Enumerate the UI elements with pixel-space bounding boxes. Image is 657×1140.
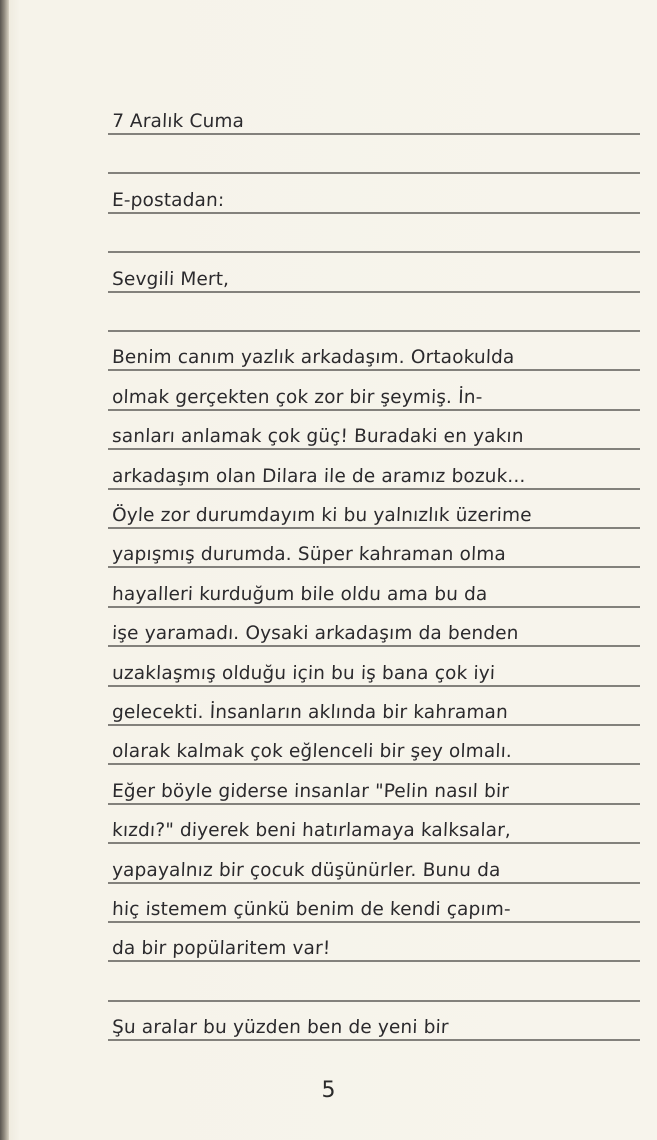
letter-line: uzaklaşmış olduğu için bu iş bana çok iyi <box>111 663 496 684</box>
letter-line: gelecekti. İnsanların aklında bir kahraman <box>111 702 509 723</box>
letter-line: yapışmış durumda. Süper kahraman olma <box>111 544 507 565</box>
letter-line: Eğer böyle giderse insanlar "Pelin nasıl bir <box>111 781 510 802</box>
letter-line: hiç istemem çünkü benim de kendi çapım- <box>111 899 512 920</box>
letter-line: olarak kalmak çok eğlenceli bir şey olmalı. <box>111 741 513 762</box>
letter-line: sanları anlamak çok güç! Buradaki en yakın <box>111 426 525 447</box>
letter-line: da bir popülaritem var! <box>111 938 331 959</box>
closing-line: Şu aralar bu yüzden ben de yeni bir <box>111 1017 450 1038</box>
letter-greeting: Sevgili Mert, <box>111 269 230 290</box>
letter-line: işe yaramadı. Oysaki arkadaşım da benden <box>111 623 519 644</box>
letter-line: yapayalnız bir çocuk düşünürler. Bunu da <box>111 860 501 881</box>
letter-line: arkadaşım olan Dilara ile de aramız bozuk... <box>111 466 526 487</box>
letter-line: Benim canım yazlık arkadaşım. Ortaokulda <box>111 347 515 368</box>
letter-line: olmak gerçekten çok zor bir şeymiş. İn- <box>111 387 483 408</box>
page-number: 5 <box>321 1078 336 1103</box>
entry-date: 7 Aralık Cuma <box>111 111 245 132</box>
entry-source: E-postadan: <box>111 190 225 211</box>
letter-line: hayalleri kurduğum bile oldu ama bu da <box>111 584 488 605</box>
letter-line: Öyle zor durumdayım ki bu yalnızlık üzerime <box>111 505 533 526</box>
letter-line: kızdı?" diyerek beni hatırlamaya kalksalar, <box>111 820 512 841</box>
